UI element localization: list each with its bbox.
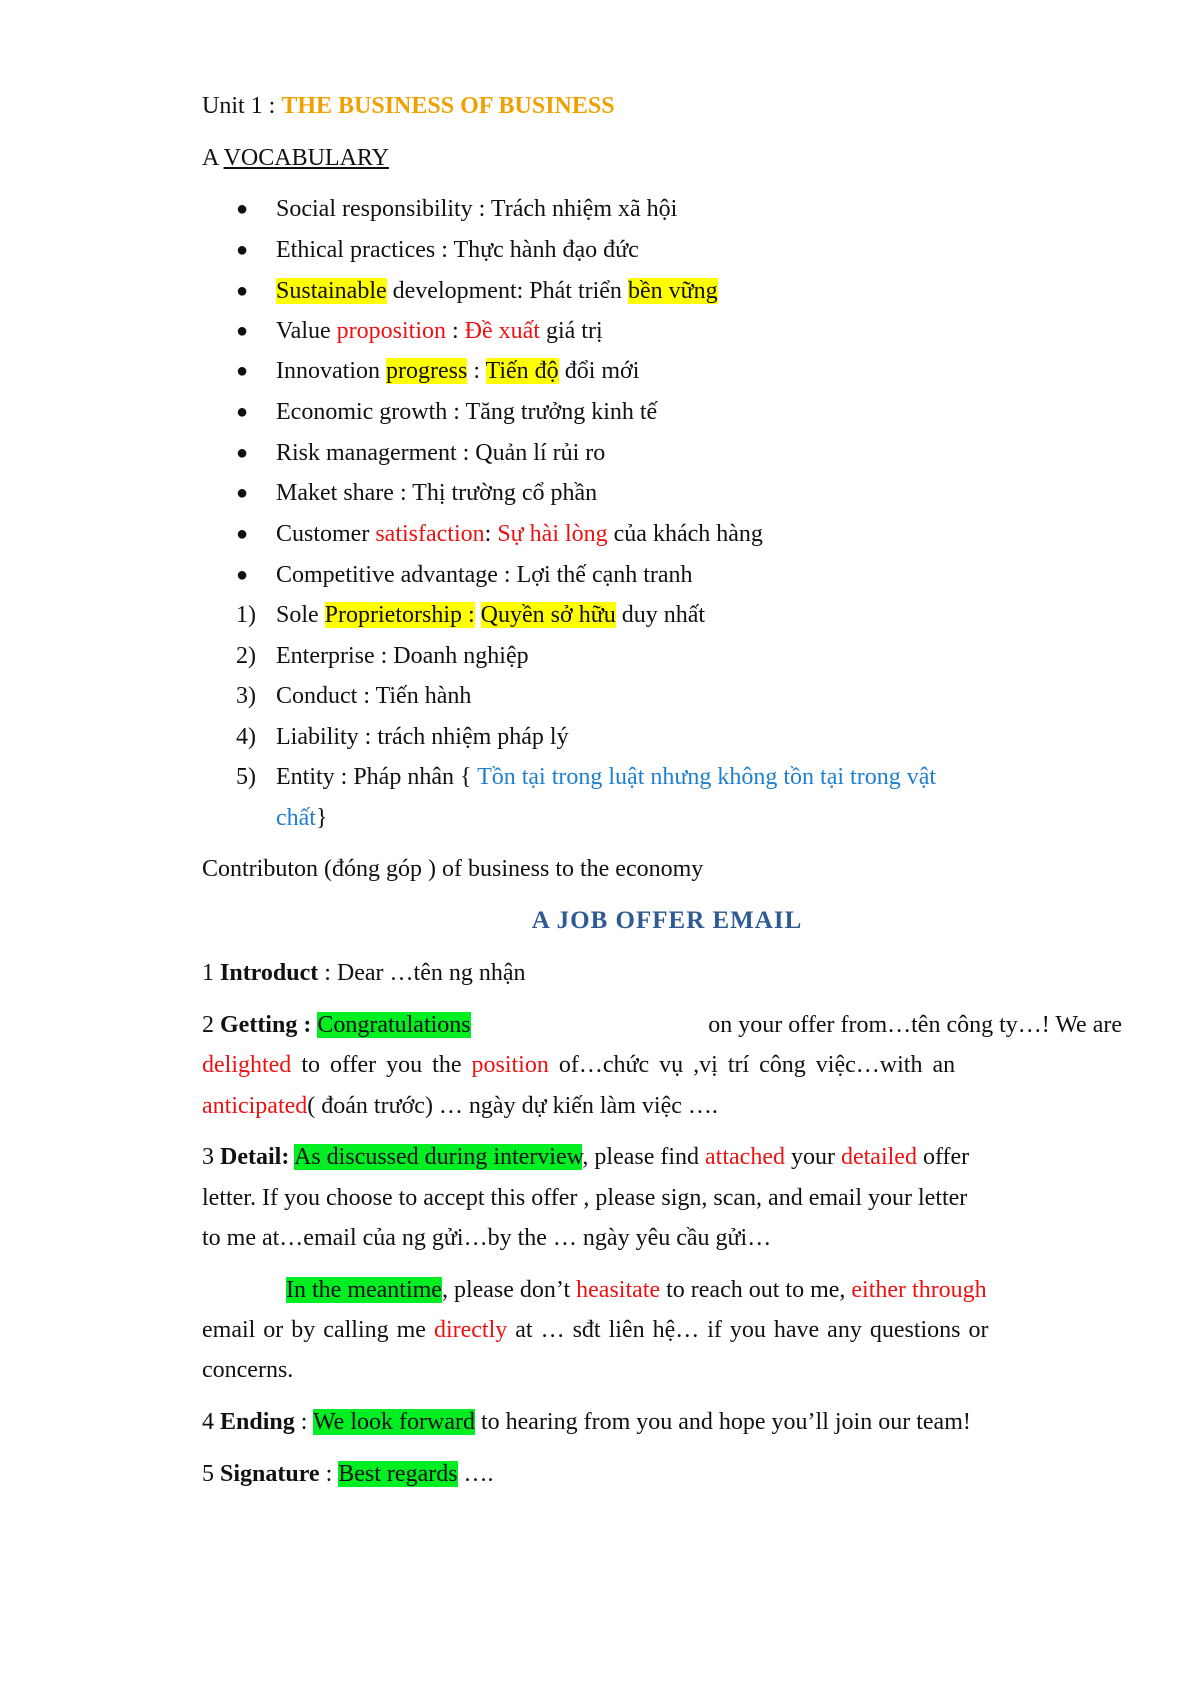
- vocab-item: [276, 438, 605, 468]
- getting-line-2: [202, 1050, 955, 1080]
- vocab-item: [276, 560, 693, 590]
- green-highlight: We look forward: [312, 1409, 475, 1435]
- red-term: directly: [433, 1317, 508, 1343]
- vocab-item: [276, 276, 718, 306]
- list-number: 1): [236, 602, 256, 628]
- detail-line-2: letter. If you choose to accept this offer , please sign, scan, and email your letter: [202, 1185, 968, 1211]
- step-label: Detail:: [220, 1144, 290, 1170]
- step-number: 2: [202, 1012, 220, 1038]
- list-number: 4): [236, 724, 256, 750]
- step-text: offer: [916, 1144, 970, 1170]
- meantime-line-2: [202, 1315, 989, 1345]
- vocab-text: Innovation: [276, 358, 386, 384]
- signature-line: [202, 1459, 494, 1489]
- vocab-text: Value: [276, 318, 337, 344]
- highlight-term: Proprietorship :: [324, 602, 475, 628]
- step-number: 1: [202, 960, 220, 986]
- bullet-icon: ●: [236, 360, 249, 382]
- vocab-text: Sole: [276, 602, 325, 628]
- bullet-icon: ●: [236, 442, 249, 464]
- red-term: heasitate: [576, 1277, 661, 1303]
- getting-line-1: [202, 1010, 1122, 1040]
- vocab-text: Conduct : Tiến hành: [276, 683, 472, 709]
- red-term: Sự hài lòng: [497, 521, 608, 547]
- numbered-item: [276, 641, 529, 671]
- vocab-text: }: [315, 805, 328, 831]
- step-text: email or by calling me: [202, 1317, 434, 1343]
- red-term: anticipated: [202, 1093, 308, 1119]
- step-text: ….: [457, 1461, 494, 1487]
- red-term: attached: [705, 1144, 785, 1170]
- vocab-text: đổi mới: [558, 358, 640, 384]
- vocab-text: Enterprise : Doanh nghiệp: [276, 643, 529, 669]
- section-letter: A: [202, 145, 224, 171]
- green-highlight: Best regards: [338, 1461, 458, 1487]
- step-text: your: [784, 1144, 841, 1170]
- meantime-line-3: concerns.: [202, 1357, 294, 1383]
- vocab-text: development: Phát triển: [386, 278, 628, 304]
- bullet-icon: ●: [236, 239, 249, 261]
- vocab-text: Maket share : Thị trường cổ phần: [276, 480, 598, 506]
- red-term: Đề xuất: [464, 318, 540, 344]
- vocab-text: Social responsibility : Trách nhiệm xã hội: [276, 196, 678, 222]
- vocab-text: Competitive advantage : Lợi thế cạnh tranh: [276, 562, 693, 588]
- vocab-text: Risk managerment : Quản lí rủi ro: [276, 440, 606, 466]
- highlight-term: progress: [385, 358, 468, 384]
- list-number: 5): [236, 764, 256, 790]
- blue-definition: chất: [276, 805, 316, 831]
- step-label: Getting :: [220, 1012, 312, 1038]
- introduct-line: [202, 958, 526, 988]
- step-text: to offer you the: [291, 1052, 472, 1078]
- red-term: delighted: [202, 1052, 292, 1078]
- red-term: detailed: [840, 1144, 917, 1170]
- step-label: Ending: [220, 1409, 295, 1435]
- step-text: to hearing from you and hope you’ll join our team!: [474, 1409, 971, 1435]
- email-heading-text: A JOB OFFER EMAIL: [531, 907, 803, 934]
- vocab-text: :: [484, 521, 498, 547]
- numbered-item: [276, 722, 569, 752]
- highlight-term: Tiến độ: [485, 358, 559, 384]
- green-highlight: Congratulations: [317, 1012, 471, 1038]
- bullet-icon: ●: [236, 280, 249, 302]
- vocab-text: Ethical practices : Thực hành đạo đức: [276, 237, 639, 263]
- step-text: ( đoán trước) … ngày dự kiến làm việc ….: [307, 1093, 718, 1119]
- bullet-icon: ●: [236, 320, 249, 342]
- green-highlight: In the meantime: [286, 1277, 442, 1303]
- highlight-term: Sustainable: [276, 278, 387, 304]
- step-text: , please don’t: [441, 1277, 577, 1303]
- vocab-text: :: [467, 358, 486, 384]
- numbered-item: [276, 681, 471, 711]
- step-text: , please find: [582, 1144, 706, 1170]
- step-label: Signature: [220, 1461, 320, 1487]
- vocab-item: [276, 235, 639, 265]
- step-number: 3: [202, 1144, 220, 1170]
- section-word: VOCABULARY: [223, 145, 389, 171]
- vocabulary-heading: [202, 143, 389, 173]
- vocab-text: duy nhất: [615, 602, 706, 628]
- vocab-text: Customer: [276, 521, 376, 547]
- red-term: satisfaction: [375, 521, 485, 547]
- step-text: : Dear …tên ng nhận: [318, 960, 526, 986]
- red-term: either through: [851, 1277, 987, 1303]
- vocab-item: [276, 397, 657, 427]
- bullet-icon: ●: [236, 198, 249, 220]
- numbered-item: [276, 762, 936, 792]
- red-term: proposition: [336, 318, 446, 344]
- vocab-text: Liability : trách nhiệm pháp lý: [276, 724, 569, 750]
- highlight-term: Quyền sở hữu: [480, 602, 616, 628]
- numbered-item: [276, 600, 705, 630]
- step-text: :: [294, 1409, 313, 1435]
- getting-lead: [202, 1010, 471, 1040]
- step-text: to reach out to me,: [660, 1277, 852, 1303]
- unit-heading: THE BUSINESS OF BUSINESS: [281, 93, 615, 119]
- vocab-item: [276, 519, 763, 549]
- list-number: 3): [236, 683, 256, 709]
- bullet-icon: ●: [236, 482, 249, 504]
- blue-definition: Tồn tại trong luật nhưng không tồn tại trong vật: [477, 764, 937, 790]
- vocab-item: [276, 356, 639, 386]
- bullet-icon: ●: [236, 564, 249, 586]
- vocab-item: [276, 194, 677, 224]
- contribution-line: Contributon (đóng góp ) of business to the economy: [202, 856, 704, 882]
- step-text: at … sđt liên hệ… if you have any questions or: [507, 1317, 989, 1343]
- step-number: 5: [202, 1461, 220, 1487]
- ending-line: [202, 1407, 971, 1437]
- step-text: on your offer from…tên công ty…! We are: [708, 1012, 1122, 1038]
- vocab-text: giá trị: [539, 318, 603, 344]
- detail-line-3: to me at…email của ng gửi…by the … ngày yêu cầu gửi…: [202, 1225, 772, 1251]
- step-label: Introduct: [220, 960, 319, 986]
- vocab-text: :: [446, 318, 465, 344]
- unit-label: Unit 1 :: [202, 93, 282, 119]
- vocab-text: Entity : Pháp nhân {: [276, 764, 478, 790]
- vocab-item: [276, 316, 603, 346]
- step-text: of…chức vụ ,vị trí công việc…with an: [548, 1052, 956, 1078]
- bullet-icon: ●: [236, 401, 249, 423]
- bullet-icon: ●: [236, 523, 249, 545]
- vocab-text: [475, 602, 481, 628]
- getting-line-3: [202, 1091, 718, 1121]
- list-number: 2): [236, 643, 256, 669]
- green-highlight: As discussed during interview: [294, 1144, 583, 1170]
- unit-title: [202, 91, 615, 121]
- detail-line-1: [202, 1142, 969, 1172]
- vocab-text: của khách hàng: [607, 521, 763, 547]
- step-number: 4: [202, 1409, 220, 1435]
- red-term: position: [471, 1052, 549, 1078]
- step-text: :: [319, 1461, 339, 1487]
- meantime-line-1: [286, 1275, 987, 1305]
- vocab-item: [276, 478, 597, 508]
- numbered-item-continuation: [276, 803, 328, 833]
- highlight-term: bền vững: [627, 278, 718, 304]
- email-heading: [0, 906, 1200, 936]
- vocab-text: Economic growth : Tăng trưởng kinh tế: [276, 399, 658, 425]
